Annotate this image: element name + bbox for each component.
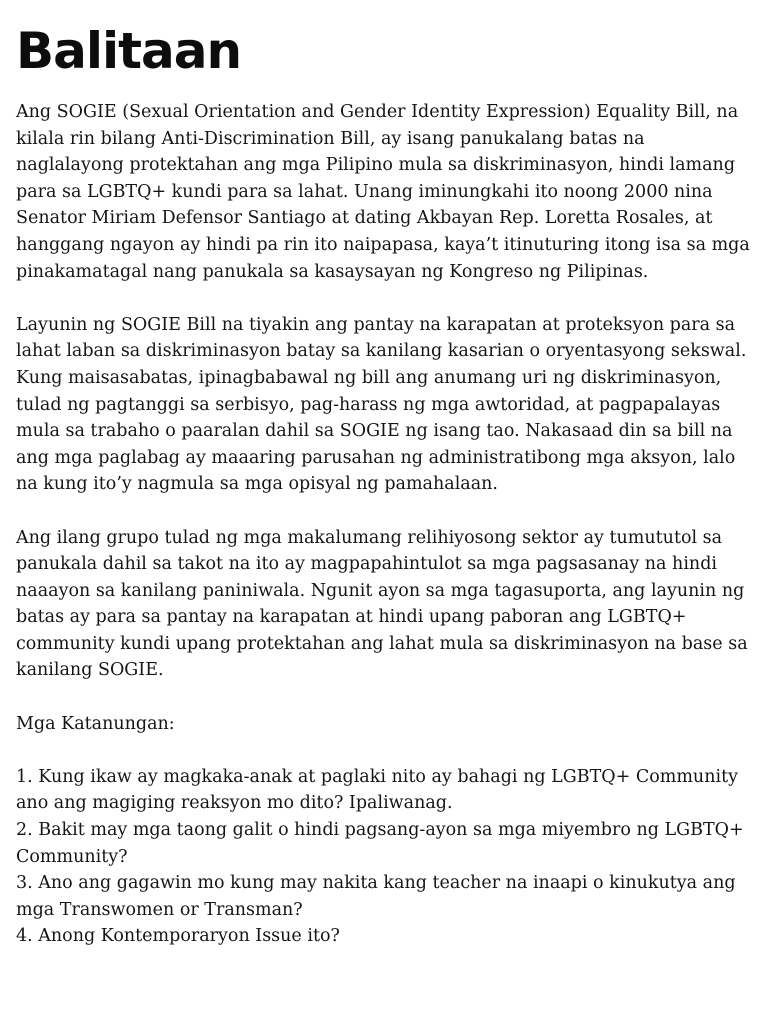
- paragraph-spacer: [16, 737, 756, 764]
- page-title: Balitaan: [16, 22, 242, 80]
- question-item: 2. Bakit may mga taong galit o hindi pagsang-ayon sa mga miyembro ng LGBTQ+ Community?: [16, 820, 744, 867]
- question-item: 1. Kung ikaw ay magkaka-anak at paglaki nito ay bahagi ng LGBTQ+ Community ano ang magiging reaksyon mo dito? Ipaliwanag.: [16, 766, 738, 814]
- questions-heading: Mga Katanungan:: [16, 713, 175, 734]
- question-item: 4. Anong Kontemporaryon Issue ito?: [16, 926, 340, 947]
- paragraph: Layunin ng SOGIE Bill na tiyakin ang pantay na karapatan at proteksyon para sa lahat laban sa diskriminasyon batay sa kanilang kasarian o oryentasyong sekswal. Kung maisasabatas, ipinagbabawal ng bill ang anumang uri ng diskriminasyon, tulad ng pagtanggi sa serbisyo, pag-harass ng mga awtoridad, at pagpapalayas mula sa trabaho o paaralan dahil sa SOGIE ng isang tao. Nakasaad din sa bill na ang mga paglabag ay maaaring parusahan ng administratibong mga aksyon, lalo na kung ito’y nagmula sa mga opisyal ng pamahalaan.: [16, 314, 747, 495]
- paragraph-spacer: [16, 498, 756, 525]
- paragraph: Ang ilang grupo tulad ng mga makalumang relihiyosong sektor ay tumututol sa panukala dahil sa takot na ito ay magpapahintulot sa mga pagsasanay na hindi naaayon sa kanilang paniniwala. Ngunit ayon sa mga tagasuporta, ang layunin ng batas ay para sa pantay na karapatan at hindi upang paboran ang LGBTQ+ community kundi upang protektahan ang lahat mula sa diskriminasyon na base sa kanilang SOGIE.: [16, 527, 748, 681]
- questions-list: [16, 764, 756, 950]
- paragraph-spacer: [16, 684, 756, 711]
- article-body: [16, 99, 756, 950]
- paragraph: Ang SOGIE (Sexual Orientation and Gender Identity Expression) Equality Bill, na kilala rin bilang Anti-Discrimination Bill, ay isang panukalang batas na naglalayong protektahan ang mga Pilipino mula sa diskriminasyon, hindi lamang para sa LGBTQ+ kundi para sa lahat. Unang iminungkahi ito noong 2000 nina Senator Miriam Defensor Santiago at dating Akbayan Rep. Loretta Rosales, at hanggang ngayon ay hindi pa rin ito naipapasa, kaya’t itinuturing itong isa sa mga pinakamatagal nang panukala sa kasaysayan ng Kongreso ng Pilipinas.: [16, 102, 750, 282]
- paragraph-spacer: [16, 285, 756, 312]
- question-item: 3. Ano ang gagawin mo kung may nakita kang teacher na inaapi o kinukutya ang mga Transwomen or Transman?: [16, 873, 736, 920]
- document-page: [16, 0, 756, 950]
